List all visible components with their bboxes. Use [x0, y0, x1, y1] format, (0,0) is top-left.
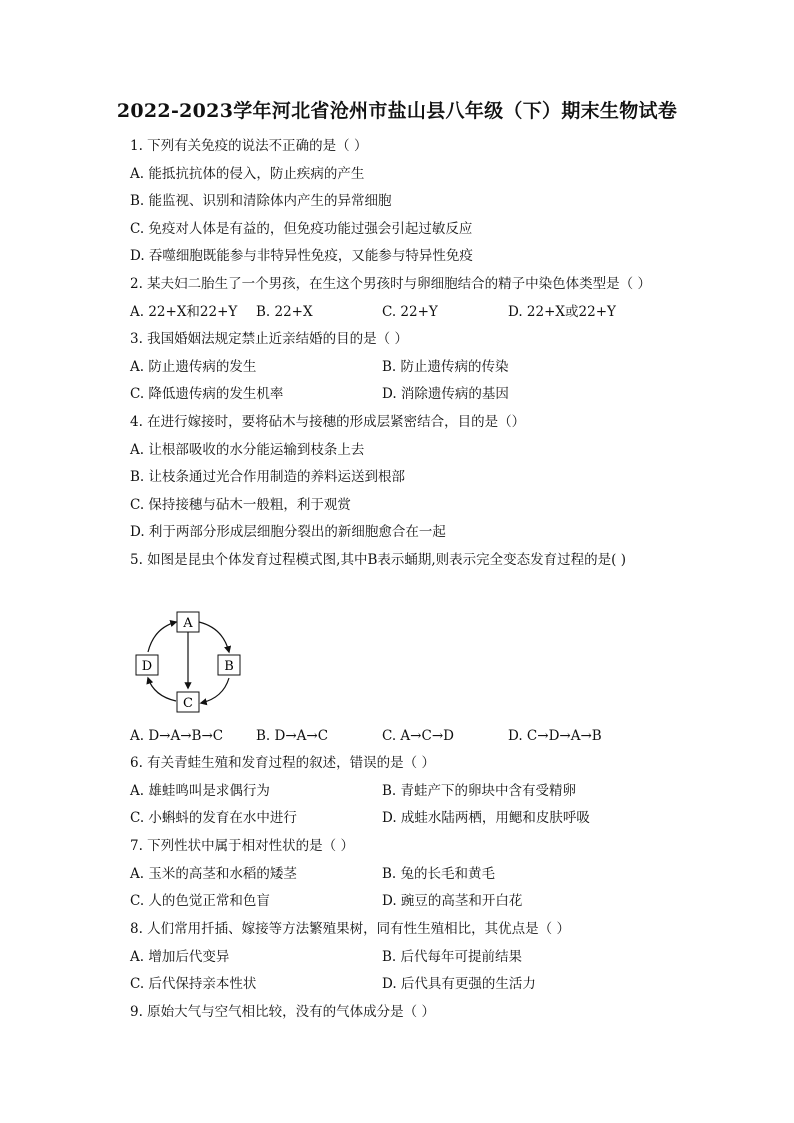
node-c	[177, 692, 199, 712]
question-1-option-b: B. 能监视、识别和清除体内产生的异常细胞	[130, 193, 392, 209]
question-7-option-a: A. 玉米的高茎和水稻的矮茎	[130, 866, 297, 882]
question-2-option-d: D. 22+X或22+Y	[508, 304, 616, 320]
question-7-stem: 7. 下列性状中属于相对性状的是（ ）	[130, 838, 354, 854]
question-8-option-b: B. 后代每年可提前结果	[382, 949, 523, 965]
arrow-b-to-c	[201, 678, 229, 703]
question-1-option-c: C. 免疫对人体是有益的，但免疫功能过强会引起过敏反应	[130, 221, 473, 237]
question-3-option-b: B. 防止遗传病的传染	[382, 359, 509, 375]
question-5-option-c: C. A→C→D	[382, 728, 454, 744]
page-title: 2022-2023学年河北省沧州市盐山县八年级（下）期末生物试卷	[116, 100, 678, 122]
question-4-stem: 4. 在进行嫁接时，要将砧木与接穗的形成层紧密结合，目的是（）	[130, 414, 526, 430]
question-1-option-a: A. 能抵抗抗体的侵入，防止疾病的产生	[130, 166, 365, 182]
svg-text:A: A	[183, 616, 193, 631]
question-5-option-a: A. D→A→B→C	[130, 728, 224, 744]
question-4-option-b: B. 让枝条通过光合作用制造的养料运送到根部	[130, 469, 406, 485]
question-8-stem: 8. 人们常用扦插、嫁接等方法繁殖果树，同有性生殖相比，其优点是（ ）	[130, 921, 570, 937]
question-2-option-b: B. 22+X	[256, 304, 313, 320]
node-b	[218, 655, 240, 675]
question-1-option-d: D. 吞噬细胞既能参与非特异性免疫，又能参与特异性免疫	[130, 248, 473, 264]
question-3-option-c: C. 降低遗传病的发生机率	[130, 386, 284, 402]
question-1-stem: 1. 下列有关免疫的说法不正确的是（ ）	[130, 138, 368, 154]
question-2-option-c: C. 22+Y	[382, 304, 438, 320]
node-a	[177, 612, 199, 632]
question-7-option-d: D. 豌豆的高茎和开白花	[382, 893, 523, 909]
question-2-stem: 2. 某夫妇二胎生了一个男孩，在生这个男孩时与卵细胞结合的精子中染色体类型是（ ）	[130, 276, 651, 292]
question-8-option-d: D. 后代具有更强的生活力	[382, 976, 536, 992]
question-7-option-b: B. 兔的长毛和黄毛	[382, 866, 496, 882]
question-5-option-d: D. C→D→A→B	[508, 728, 602, 744]
question-3-option-a: A. 防止遗传病的发生	[130, 359, 257, 375]
question-2-option-a: A. 22+X和22+Y	[130, 304, 238, 320]
question-6-option-a: A. 雄蛙鸣叫是求偶行为	[130, 783, 270, 799]
question-8-option-a: A. 增加后代变异	[130, 949, 230, 965]
question-3-stem: 3. 我国婚姻法规定禁止近亲结婚的目的是（ ）	[130, 331, 408, 347]
svg-text:C: C	[183, 696, 193, 711]
arrow-a-to-b	[199, 622, 229, 652]
question-6-option-c: C. 小蝌蚪的发育在水中进行	[130, 810, 297, 826]
node-d	[136, 655, 158, 675]
question-8-option-c: C. 后代保持亲本性状	[130, 976, 257, 992]
question-3-option-d: D. 消除遗传病的基因	[382, 386, 509, 402]
question-9-stem: 9. 原始大气与空气相比较，没有的气体成分是（ ）	[130, 1004, 435, 1020]
question-5-stem: 5. 如图是昆虫个体发育过程模式图,其中B表示蛹期,则表示完全变态发育过程的是( )	[130, 552, 626, 568]
question-4-option-c: C. 保持接穗与砧木一般粗，利于观赏	[130, 497, 351, 513]
question-6-option-d: D. 成蛙水陆两栖，用鳃和皮肤呼吸	[382, 810, 590, 826]
question-6-option-b: B. 青蛙产下的卵块中含有受精卵	[382, 783, 577, 799]
svg-text:B: B	[224, 659, 234, 674]
question-6-stem: 6. 有关青蛙生殖和发育过程的叙述，错误的是（ ）	[130, 755, 435, 771]
insect-development-diagram	[128, 600, 248, 720]
question-7-option-c: C. 人的色觉正常和色盲	[130, 893, 270, 909]
question-5-option-b: B. D→A→C	[256, 728, 329, 744]
question-4-option-a: A. 让根部吸收的水分能运输到枝条上去	[130, 442, 365, 458]
arrow-c-to-d	[148, 678, 176, 701]
question-4-option-d: D. 利于两部分形成层细胞分裂出的新细胞愈合在一起	[130, 524, 446, 540]
arrow-d-to-a	[148, 622, 176, 652]
svg-text:D: D	[141, 659, 153, 674]
